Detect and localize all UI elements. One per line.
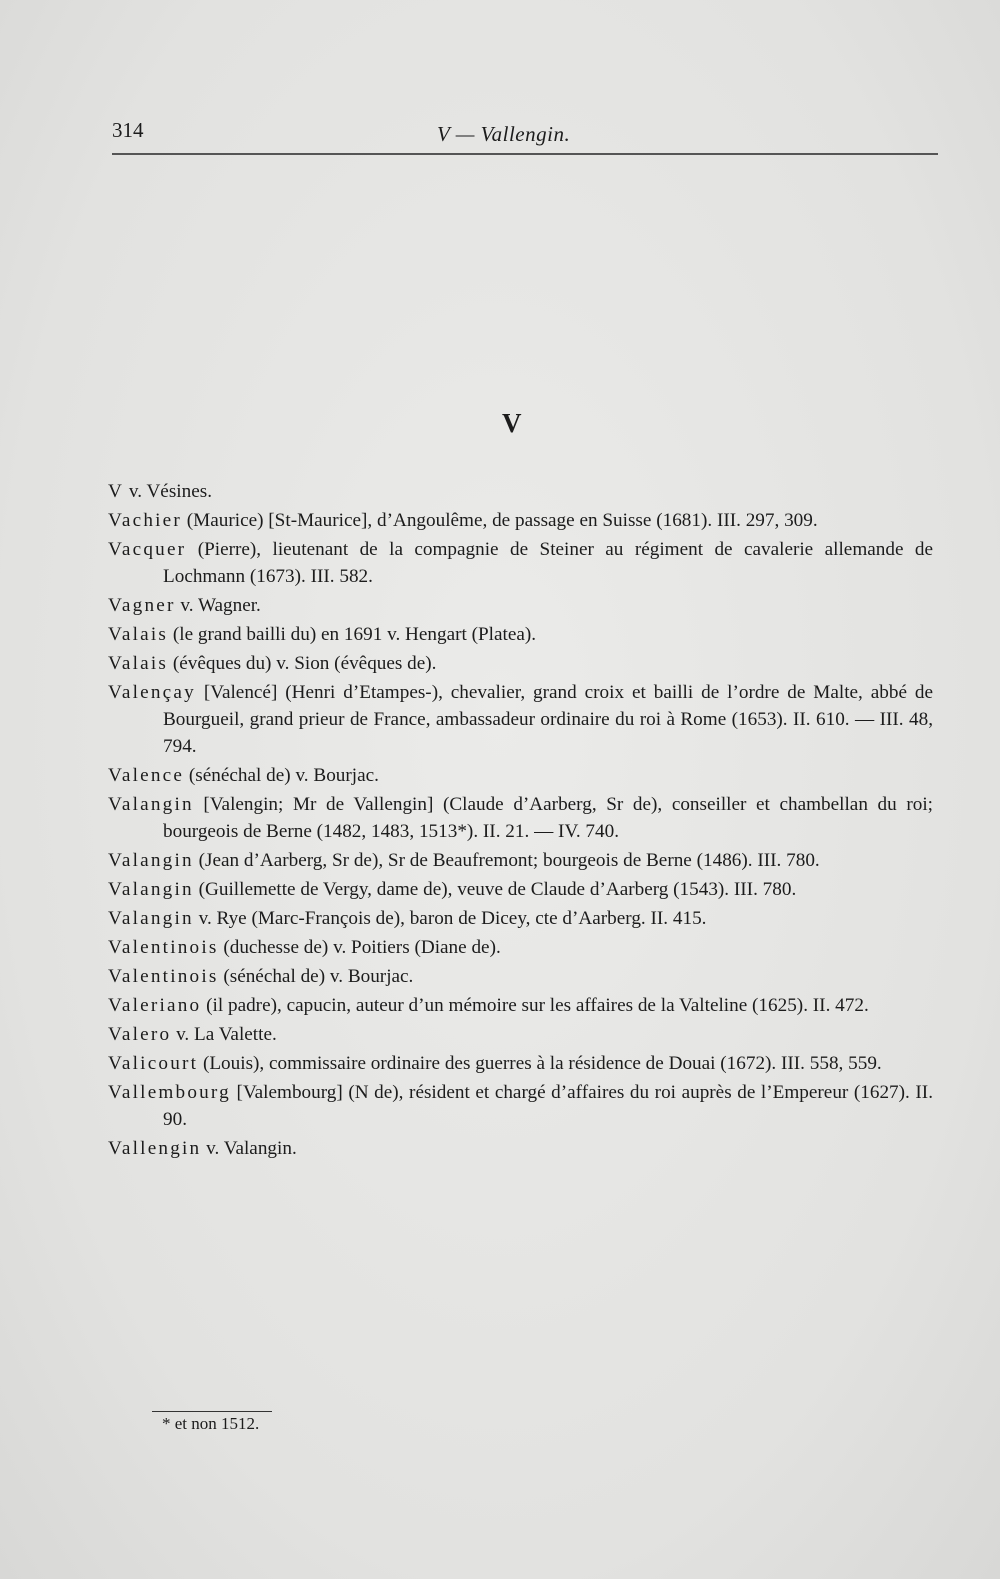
page-number: 314 — [112, 118, 144, 142]
entry-text: v. La Valette. — [171, 1024, 277, 1045]
entry-text: (évêques du) v. Sion (évêques de). — [168, 653, 437, 674]
index-entry — [108, 1135, 933, 1162]
entry-headword: Valentinois — [108, 966, 219, 987]
entry-text: [Valengin; Mr de Vallengin] (Claude d’Aarberg, Sr de), conseiller et chambellan du roi; bourgeois de Berne (1482, 1483, 1513*). II. 21. — IV. 740. — [163, 794, 933, 842]
entry-text: (le grand bailli du) en 1691 v. Hengart (Platea). — [168, 624, 537, 645]
index-entry — [108, 507, 933, 534]
entry-headword: Valentinois — [108, 937, 219, 958]
index-entry — [108, 621, 933, 648]
entry-headword: Vallembourg — [108, 1082, 231, 1103]
index-entry — [108, 762, 933, 789]
index-entry — [108, 876, 933, 903]
entry-headword: Vacquer — [108, 539, 187, 560]
entry-text: (il padre), capucin, auteur d’un mémoire sur les affaires de la Valteline (1625). II. 472. — [201, 995, 869, 1016]
entry-text: (Maurice) [St-Maurice], d’Angoulême, de passage en Suisse (1681). III. 297, 309. — [182, 510, 818, 531]
entry-headword: V — [108, 481, 125, 502]
entry-text: v. Valangin. — [201, 1138, 297, 1159]
entry-text: (Jean d’Aarberg, Sr de), Sr de Beaufremont; bourgeois de Berne (1486). III. 780. — [193, 850, 820, 871]
entry-headword: Vagner — [108, 595, 176, 616]
index-entry — [108, 1079, 933, 1133]
index-entry — [108, 592, 933, 619]
index-entry — [108, 905, 933, 932]
section-letter: V — [502, 408, 522, 438]
entry-text: [Valencé] (Henri d’Etampes-), chevalier, grand croix et bailli de l’ordre de Malte, abbé de Bourgueil, grand prieur de France, ambassadeur ordinaire du roi à Rome (1653). II. 610. — III. 48, 794. — [163, 682, 933, 757]
entry-text: v. Vésines. — [124, 481, 212, 502]
entry-text: (Louis), commissaire ordinaire des guerres à la résidence de Douai (1672). III. 558, 559. — [198, 1053, 882, 1074]
entry-headword: Valangin — [108, 794, 194, 815]
footnote: * et non 1512. — [162, 1414, 260, 1433]
entry-text: (duchesse de) v. Poitiers (Diane de). — [218, 937, 501, 958]
entry-headword: Valicourt — [108, 1053, 199, 1074]
entry-headword: Valangin — [108, 908, 194, 929]
entry-text: (sénéchal de) v. Bourjac. — [218, 966, 414, 987]
entry-text: (sénéchal de) v. Bourjac. — [184, 765, 379, 786]
entry-text: v. Wagner. — [175, 595, 261, 616]
page-header — [112, 116, 938, 152]
index-entry — [108, 934, 933, 961]
index-entry — [108, 963, 933, 990]
running-head: V — Vallengin. — [437, 122, 571, 146]
index-entry — [108, 791, 933, 845]
entry-headword: Valençay — [108, 682, 196, 703]
entry-headword: Vallengin — [108, 1138, 202, 1159]
entry-headword: Valeriano — [108, 995, 202, 1016]
entry-text: [Valembourg] (N de), résident et chargé d’affaires du roi auprès de l’Empereur (1627). II. 90. — [163, 1082, 933, 1130]
index-entry — [108, 679, 933, 760]
index-entry — [108, 1021, 933, 1048]
entry-headword: Valais — [108, 653, 169, 674]
entry-text: v. Rye (Marc-François de), baron de Dicey, cte d’Aarberg. II. 415. — [193, 908, 707, 929]
entry-headword: Valangin — [108, 850, 194, 871]
index-entry — [108, 478, 933, 505]
entry-headword: Vachier — [108, 510, 182, 531]
index-entry — [108, 992, 933, 1019]
index-entry — [108, 1050, 933, 1077]
header-rule — [112, 153, 938, 155]
index-entry — [108, 650, 933, 677]
entry-headword: Valence — [108, 765, 185, 786]
index-entry — [108, 847, 933, 874]
entry-headword: Valero — [108, 1024, 172, 1045]
index-entries — [108, 478, 933, 1164]
entry-text: (Guillemette de Vergy, dame de), veuve de Claude d’Aarberg (1543). III. 780. — [193, 879, 797, 900]
index-entry — [108, 536, 933, 590]
entry-headword: Valais — [108, 624, 169, 645]
footnote-rule — [152, 1411, 272, 1412]
entry-text: (Pierre), lieutenant de la compagnie de Steiner au régiment de cavalerie allemande de Lochmann (1673). III. 582. — [163, 539, 933, 587]
entry-headword: Valangin — [108, 879, 194, 900]
